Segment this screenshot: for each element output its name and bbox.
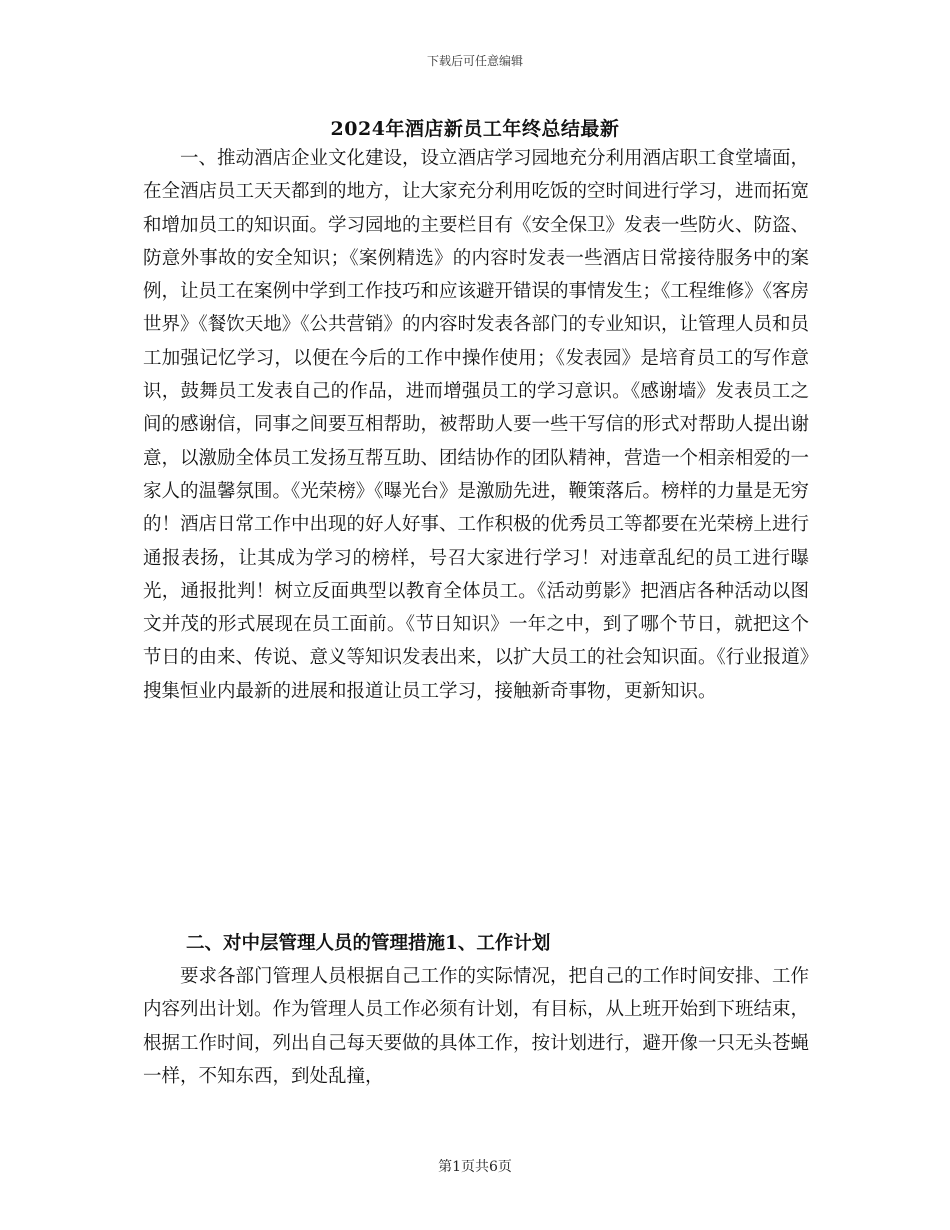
body-section-2 <box>143 960 809 1093</box>
section-heading: 二、对中层管理人员的管理措施1、工作计划 <box>186 933 551 954</box>
paragraph: 要求各部门管理人员根据自己工作的实际情况，把自己的工作时间安排、工作内容列出计划。作为管理人员工作必须有计划，有目标，从上班开始到下班结束，根据工作时间，列出自己每天要做的具体工作，按计划进行，避开像一只无头苍蝇一样，不知东西，到处乱撞， <box>143 966 810 1087</box>
body-section-1 <box>143 142 809 708</box>
download-note: 下载后可任意编辑 <box>426 54 523 68</box>
paragraph: 一、推动酒店企业文化建设，设立酒店学习园地充分利用酒店职工食堂墙面，在全酒店员工天天都到的地方，让大家充分利用吃饭的空时间进行学习，进而拓宽和增加员工的知识面。学习园地的主要栏目有《安全保卫》发表一些防火、防盗、防意外事故的安全知识；《案例精选》的内容时发表一些酒店日常接待服务中的案例，让员工在案例中学到工作技巧和应该避开错误的事情发生；《工程维修》《客房世界》《餐饮天地》《公共营销》的内容时发表各部门的专业知识，让管理人员和员工加强记忆学习，以便在今后的工作中操作使用；《发表园》是培育员工的写作意识，鼓舞员工发表自己的作品，进而增强员工的学习意识。《感谢墙》发表员工之间的感谢信，同事之间要互相帮助，被帮助人要一些干写信的形式对帮助人提出谢意，以激励全体员工发扬互帮互助、团结协作的团队精神，营造一个相亲相爱的一家人的温馨氛围。《光荣榜》《曝光台》是激励先进，鞭策落后。榜样的力量是无穷的！酒店日常工作中出现的好人好事、工作积极的优秀员工等都要在光荣榜上进行通报表扬，让其成为学习的榜样，号召大家进行学习！对违章乱纪的员工进行曝光，通报批判！树立反面典型以教育全体员工。《活动剪影》把酒店各种活动以图文并茂的形式展现在员工面前。《节日知识》一年之中，到了哪个节日，就把这个节日的由来、传说、意义等知识发表出来，以扩大员工的社会知识面。《行业报道》搜集恒业内最新的进展和报道让员工学习，接触新奇事物，更新知识。 <box>143 148 810 702</box>
page-number: 第1页共6页 <box>438 1159 512 1175</box>
document-title: 2024年酒店新员工年终总结最新 <box>330 118 620 140</box>
